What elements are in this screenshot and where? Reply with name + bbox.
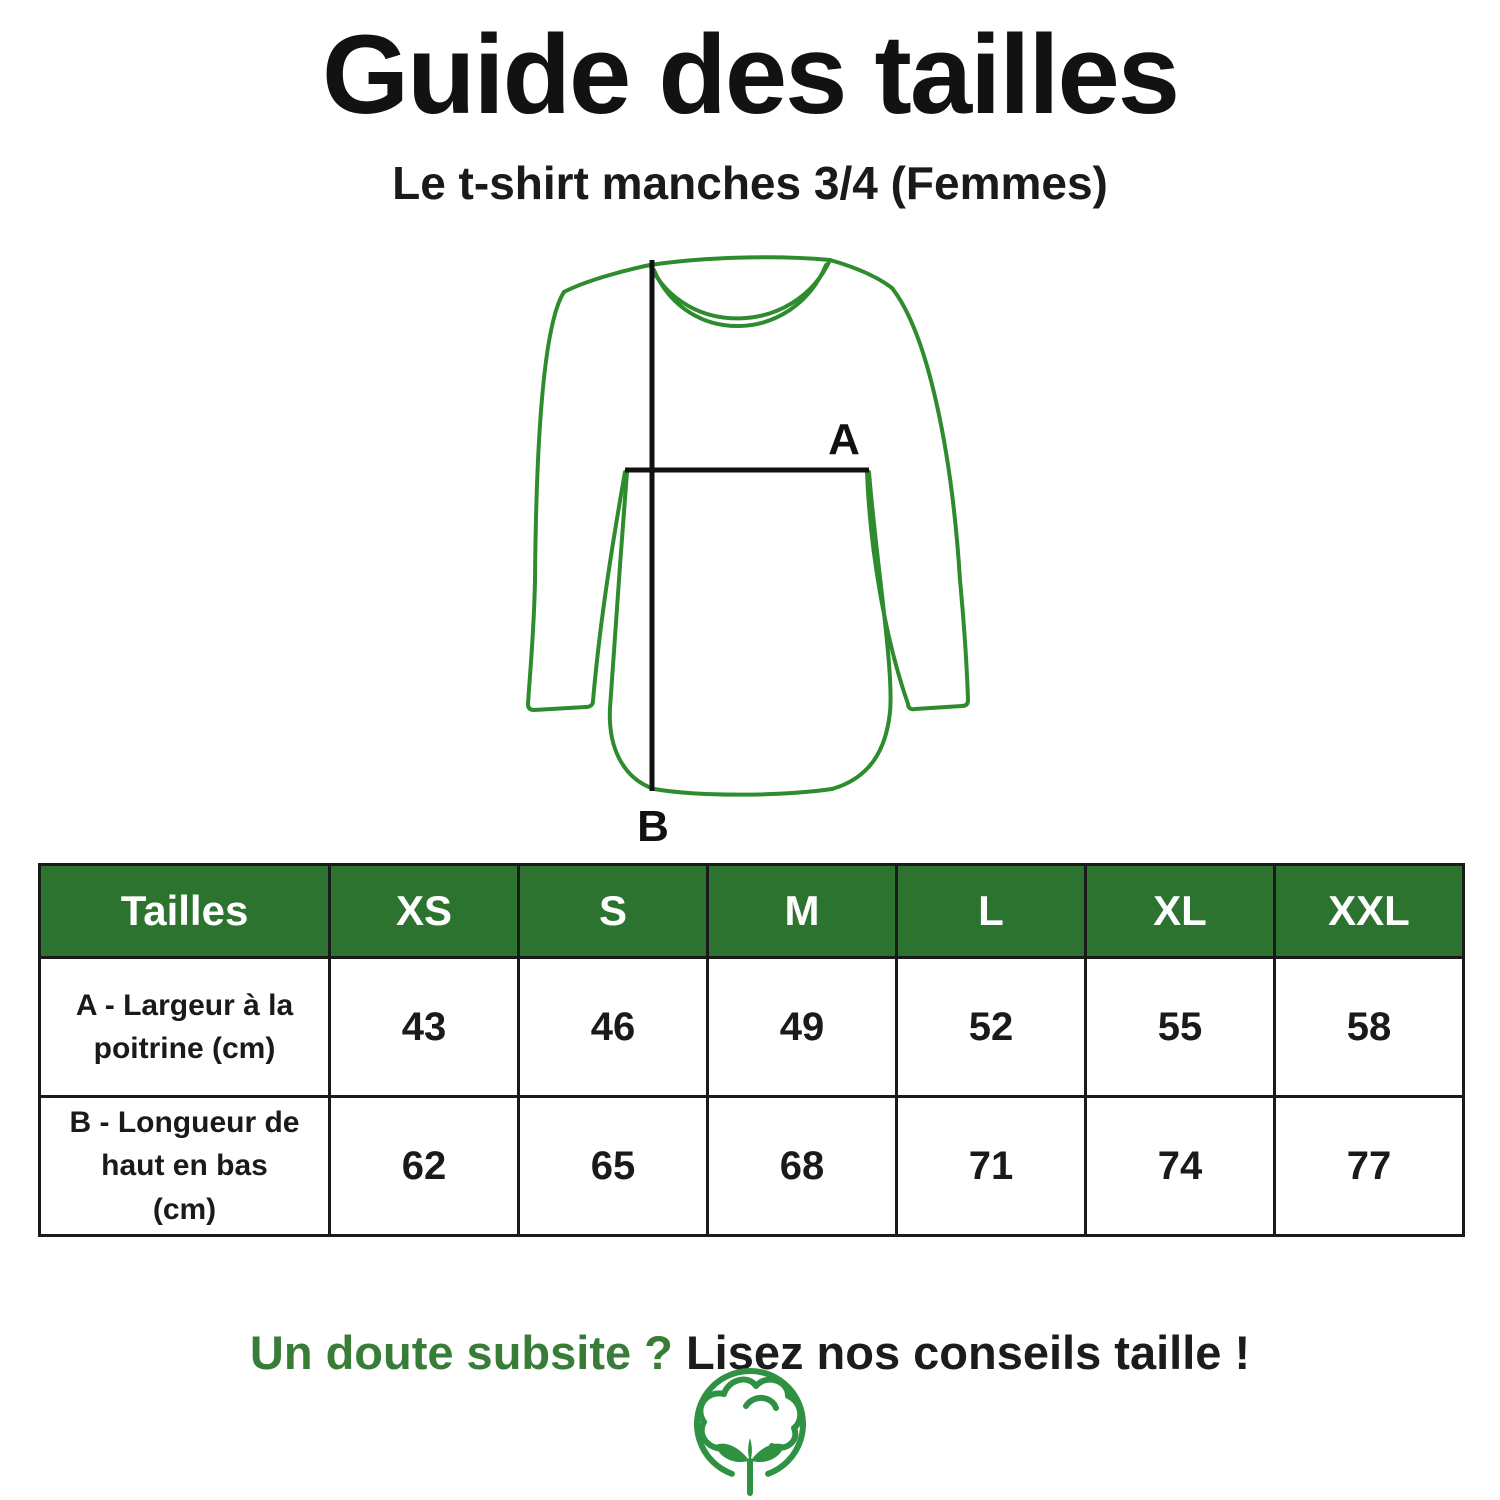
header-xl: XL bbox=[1086, 865, 1275, 958]
cotton-flower-icon bbox=[668, 1360, 832, 1500]
header-l: L bbox=[897, 865, 1086, 958]
table-cell: 49 bbox=[708, 958, 897, 1097]
tshirt-outline bbox=[528, 257, 968, 794]
table-cell: 77 bbox=[1275, 1097, 1464, 1236]
page-title: Guide des tailles bbox=[321, 12, 1179, 137]
table-cell: 71 bbox=[897, 1097, 1086, 1236]
table-cell: 62 bbox=[330, 1097, 519, 1236]
table-cell: 46 bbox=[519, 958, 708, 1097]
table-row-length bbox=[40, 1097, 1464, 1236]
header-tailles: Tailles bbox=[40, 865, 330, 958]
table-cell: 52 bbox=[897, 958, 1086, 1097]
table-cell: 65 bbox=[519, 1097, 708, 1236]
table-row-chest-width bbox=[40, 958, 1464, 1097]
size-table-header-row bbox=[40, 865, 1464, 958]
table-cell: 43 bbox=[330, 958, 519, 1097]
header-m: M bbox=[708, 865, 897, 958]
measure-label-a: A bbox=[828, 415, 860, 464]
footer-question-rest: Lisez nos conseils taille ! bbox=[685, 1326, 1251, 1379]
tshirt-measurement-diagram bbox=[480, 240, 1030, 860]
size-table bbox=[38, 863, 1465, 1237]
header-xxl: XXL bbox=[1275, 865, 1464, 958]
header-s: S bbox=[519, 865, 708, 958]
table-cell: 55 bbox=[1086, 958, 1275, 1097]
page-subtitle: Le t-shirt manches 3/4 (Femmes) bbox=[392, 157, 1108, 209]
table-cell: 58 bbox=[1275, 958, 1464, 1097]
measurement-lines bbox=[625, 260, 869, 851]
header-xs: XS bbox=[330, 865, 519, 958]
row-label-chest-width: A - Largeur à la poitrine (cm) bbox=[40, 958, 330, 1097]
footer-question-highlight: Un doute subsite ? bbox=[249, 1326, 673, 1379]
row-label-length: B - Longueur de haut en bas (cm) bbox=[40, 1097, 330, 1236]
table-cell: 68 bbox=[708, 1097, 897, 1236]
measure-label-b: B bbox=[637, 802, 669, 851]
table-cell: 74 bbox=[1086, 1097, 1275, 1236]
